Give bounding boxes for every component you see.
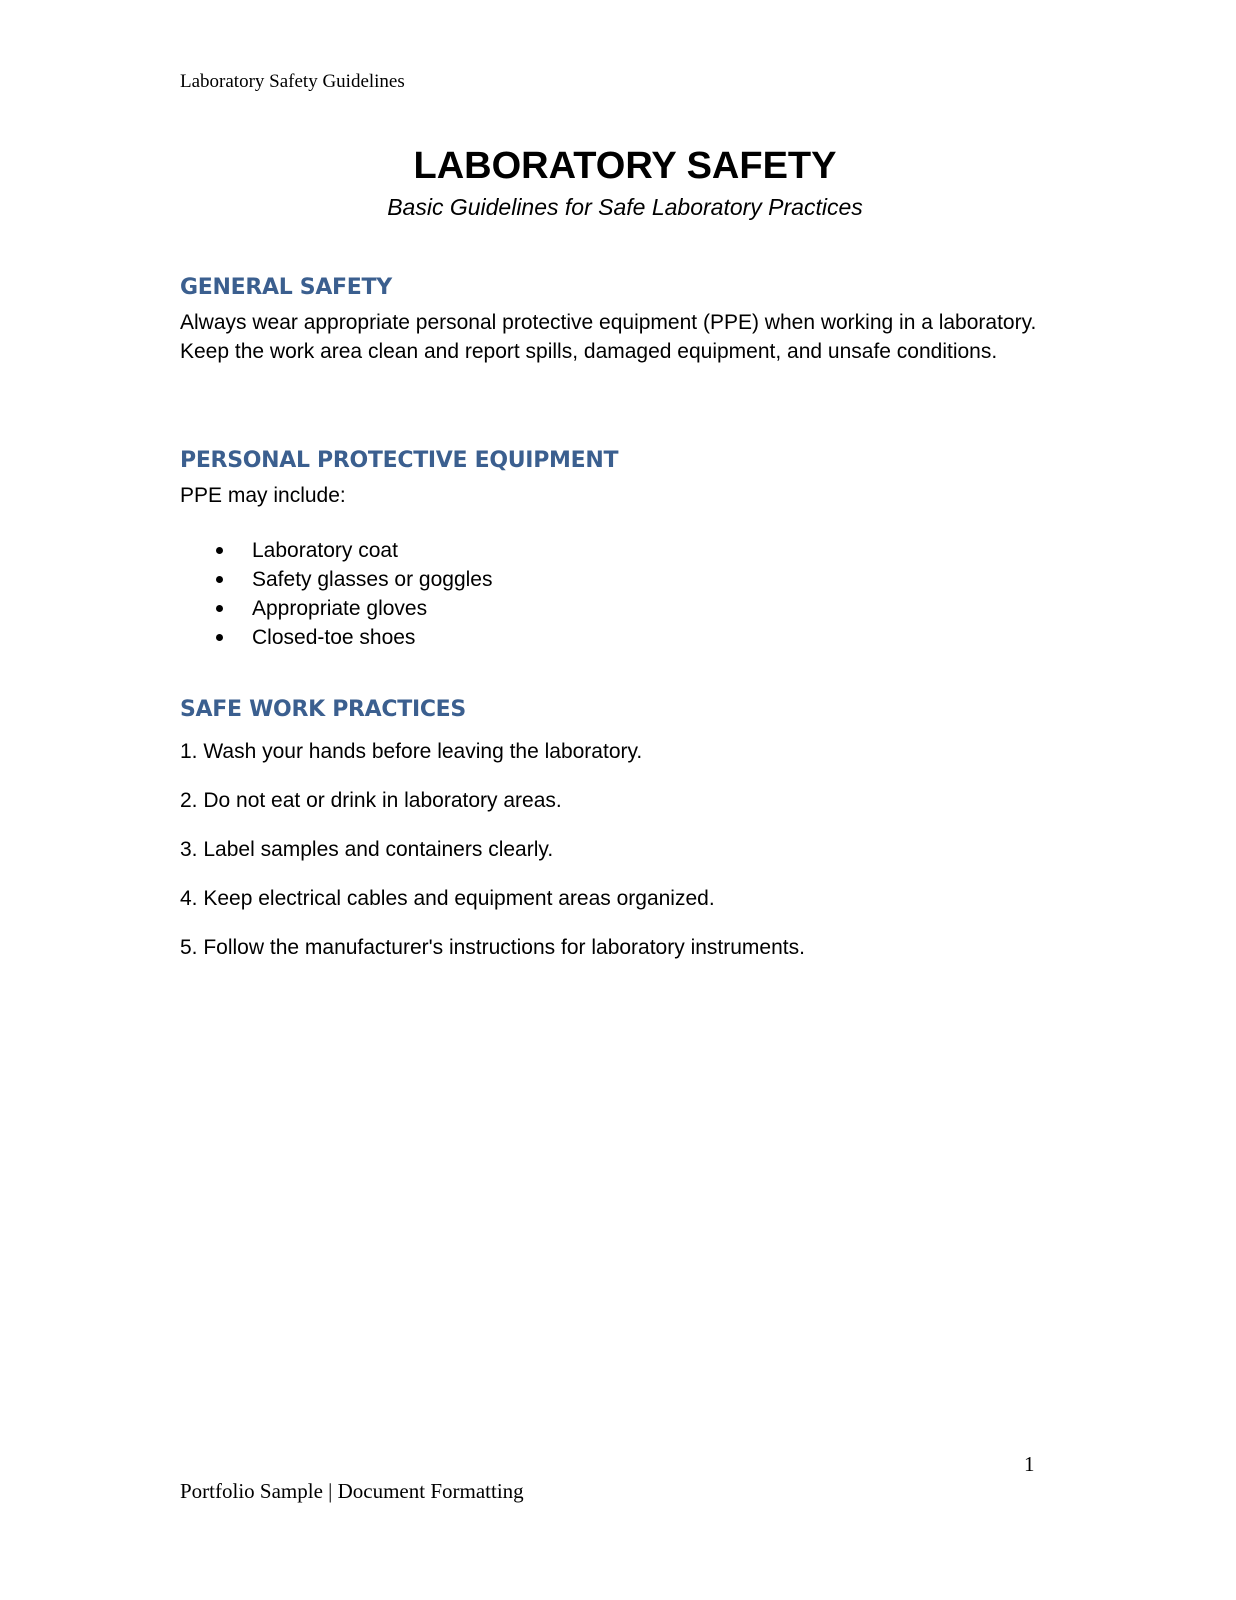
- list-item: 2. Do not eat or drink in laboratory areas.: [180, 789, 562, 812]
- list-item: 5. Follow the manufacturer's instructions for laboratory instruments.: [180, 936, 805, 959]
- bullet-icon: [216, 634, 223, 641]
- general-safety-paragraph: Always wear appropriate personal protective equipment (PPE) when working in a laboratory. Keep the work area clean and report spills, damaged equipment, and unsafe conditions.: [180, 311, 1037, 363]
- list-item: 3. Label samples and containers clearly.: [180, 838, 554, 861]
- list-item: [180, 594, 492, 623]
- list-item-label: Laboratory coat: [252, 539, 398, 562]
- practices-numbered-list: [180, 737, 805, 982]
- list-item: [180, 623, 492, 652]
- bullet-icon: [216, 605, 223, 612]
- bullet-icon: [216, 576, 223, 583]
- running-footer: Portfolio Sample | Document Formatting: [180, 1479, 524, 1503]
- document-title: LABORATORY SAFETY: [413, 145, 837, 187]
- list-item-label: Safety glasses or goggles: [252, 568, 493, 591]
- list-item: 4. Keep electrical cables and equipment areas organized.: [180, 887, 715, 910]
- section-heading-safe-work-practices: SAFE WORK PRACTICES: [180, 697, 466, 722]
- section-heading-ppe: PERSONAL PROTECTIVE EQUIPMENT: [180, 448, 619, 473]
- ppe-bullet-list: [180, 536, 492, 652]
- ppe-intro: PPE may include:: [180, 484, 346, 507]
- document-subtitle: Basic Guidelines for Safe Laboratory Practices: [387, 194, 863, 220]
- list-item: 1. Wash your hands before leaving the laboratory.: [180, 740, 643, 763]
- page-number: 1: [1024, 1452, 1035, 1476]
- running-header: Laboratory Safety Guidelines: [180, 71, 405, 92]
- bullet-icon: [216, 547, 223, 554]
- list-item: [180, 536, 492, 565]
- list-item: [180, 565, 492, 594]
- list-item-label: Appropriate gloves: [252, 597, 428, 620]
- list-item-label: Closed-toe shoes: [252, 626, 416, 649]
- section-heading-general-safety: GENERAL SAFETY: [180, 275, 392, 300]
